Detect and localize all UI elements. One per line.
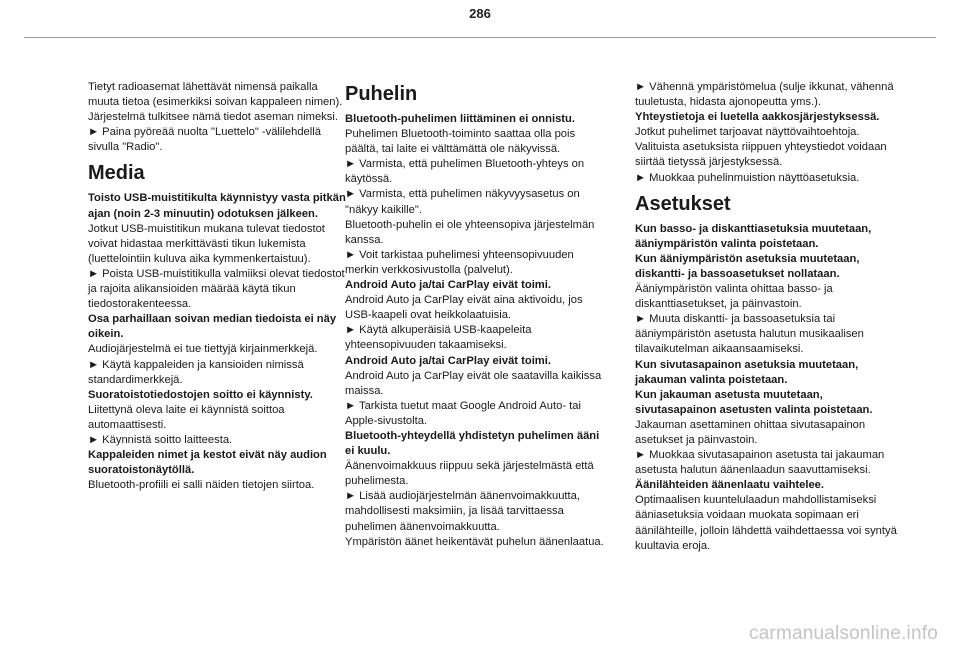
page-number: 286	[469, 6, 491, 21]
contacts-answer: Jotkut puhelimet tarjoavat näyttövaihtoehtoja. Valituista asetuksista riippuen yhteystiedot voidaan siirtää tietyssä järjestyksessä. ► Muokkaa puhelinmuistion näyttöasetuksia.	[635, 126, 887, 184]
section-heading-settings: Asetukset	[635, 192, 731, 215]
media-answer-4: Bluetooth-profiili ei salli näiden tietojen siirtoa.	[88, 479, 315, 492]
settings-answer-3: Optimaalisen kuuntelulaadun mahdollistamiseksi ääniasetuksia voidaan muokata sopimaan eri äänilähteille, jolloin lähdettä vaihdettaessa voi syntyä kuultavia eroja.	[635, 494, 897, 552]
column-middle	[345, 80, 607, 550]
phone-question-1: Bluetooth-puhelimen liittäminen ei onnistu.	[345, 113, 575, 125]
header-divider	[24, 37, 936, 38]
radio-info-text: Tietyt radioasemat lähettävät nimensä paikalla muuta tietoa (esimerkiksi soivan kappaleen nimen). Järjestelmä tulkitsee nämä tiedot aseman nimeksi. ► Paina pyöreää nuolta "Luettelo" -välilehdellä sivulla "Radio".	[88, 81, 343, 154]
contacts-question: Yhteystietoja ei lueteIla aakkosjärjestyksessä.	[635, 111, 880, 124]
phone-question-4: Bluetooth-yhteydellä yhdistetyn puhelimen ääni ei kuulu.	[345, 429, 600, 458]
media-question-1: Toisto USB-muistitikulta käynnistyy vasta pitkän ajan (noin 2-3 minuutin) odotuksen jälkeen.	[88, 192, 346, 220]
settings-answer-1: Ääniympäristön valinta ohittaa basso- ja diskanttiasetukset, ja päinvastoin. ► Muuta diskantti- ja bassoasetuksia tai ääniympäristön asetusta halutun musikaalisen tilavaikutelman aikaansaamiseksi.	[635, 283, 864, 356]
phone-answer-1: Puhelimen Bluetooth-toiminto saattaa olla pois päältä, tai laite ei välttämättä ole näkyvissä. ► Varmista, että puhelimen Bluetooth-yhteys on käytössä. ► Varmista, että puhelimen näkyvyysasetus on "näkyy kaikille". Bluetooth-puhelin ei ole yhteensopiva järjestelmän kanssa. ► Voit tarkistaa puhelimesi yhteensopivuuden merkin verkkosivustolla (palvelut).	[345, 128, 595, 276]
media-answer-2: Audiojärjestelmä ei tue tiettyjä kirjainmerkkejä. ► Käytä kappaleiden ja kansioiden nimissä standardimerkkejä.	[88, 343, 318, 386]
column-right	[635, 80, 897, 554]
phone-question-3: Android Auto ja/tai CarPlay eivät toimi.	[345, 354, 551, 367]
noise-reduction-text: ► Vähennä ympäristömelua (sulje ikkunat, vähennä tuuletusta, hidasta ajonopeutta yms.).	[635, 81, 894, 109]
settings-question-2: Kun sivutasapainon asetuksia muutetaan, jakauman valinta poistetaan. Kun jakauman asetusta muutetaan, sivutasapainon asetusten valinta poistetaan.	[635, 358, 873, 416]
settings-question-3: Äänilähteiden äänenlaatu vaihtelee.	[635, 479, 825, 492]
watermark: carmanualsonline.info	[748, 623, 938, 644]
phone-answer-4: Äänenvoimakkuus riippuu sekä järjestelmästä että puhelimesta. ► Lisää audiojärjestelmän äänenvoimakkuutta, mahdollisesti maksimiin, ja lisää tarvittaessa puhelimen äänenvoimakkuutta. Ympäristön äänet heikentävät puhelun äänenlaatua.	[345, 460, 604, 548]
media-question-3: Suoratoistotiedostojen soitto ei käynnisty.	[88, 388, 313, 401]
media-answer-3: Liitettynä oleva laite ei käynnistä soittoa automaattisesti. ► Käynnistä soitto laitteesta.	[88, 403, 285, 446]
phone-answer-3: Android Auto ja CarPlay eivät ole saatavilla kaikissa maissa. ► Tarkista tuetut maat Google Android Auto- tai Apple-sivustolta.	[345, 369, 602, 427]
section-heading-phone: Puhelin	[345, 83, 418, 105]
phone-question-2: Android Auto ja/tai CarPlay eivät toimi.	[345, 279, 551, 292]
column-left	[88, 80, 350, 493]
media-question-2: Osa parhaillaan soivan median tiedoista ei näy oikein.	[88, 313, 337, 341]
media-answer-1: Jotkut USB-muistitikun mukana tulevat tiedostot voivat hidastaa merkittävästi tikun lukemista (luettelointiin kuluva aika kymmenkertaistuu). ► Poista USB-muistitikulla valmiiksi olevat tiedostot ja rajoita alikansioiden määrää käytä tikun tiedostorakenteessa.	[88, 222, 345, 311]
phone-answer-2: Android Auto ja CarPlay eivät aina aktivoidu, jos USB-kaapeli ovat heikkolaatuisia. ► Käytä alkuperäisiä USB-kaapeleita yhteensopivuuden takaamiseksi.	[345, 294, 583, 352]
settings-question-1: Kun basso- ja diskanttiasetuksia muutetaan, ääniympäristön valinta poistetaan. Kun ääniympäristön asetuksia muutetaan, diskantti- ja bassoasetukset nollataan.	[635, 222, 872, 280]
media-question-4: Kappaleiden nimet ja kestot eivät näy audion suoratoistonäytöllä.	[88, 449, 327, 477]
settings-answer-2: Jakauman asettaminen ohittaa sivutasapainon asetukset ja päinvastoin. ► Muokkaa sivutasapainon asetusta tai jakauman asetusta halutun äänenlaadun saavuttamiseksi.	[635, 418, 885, 477]
section-heading-media: Media	[88, 162, 145, 185]
